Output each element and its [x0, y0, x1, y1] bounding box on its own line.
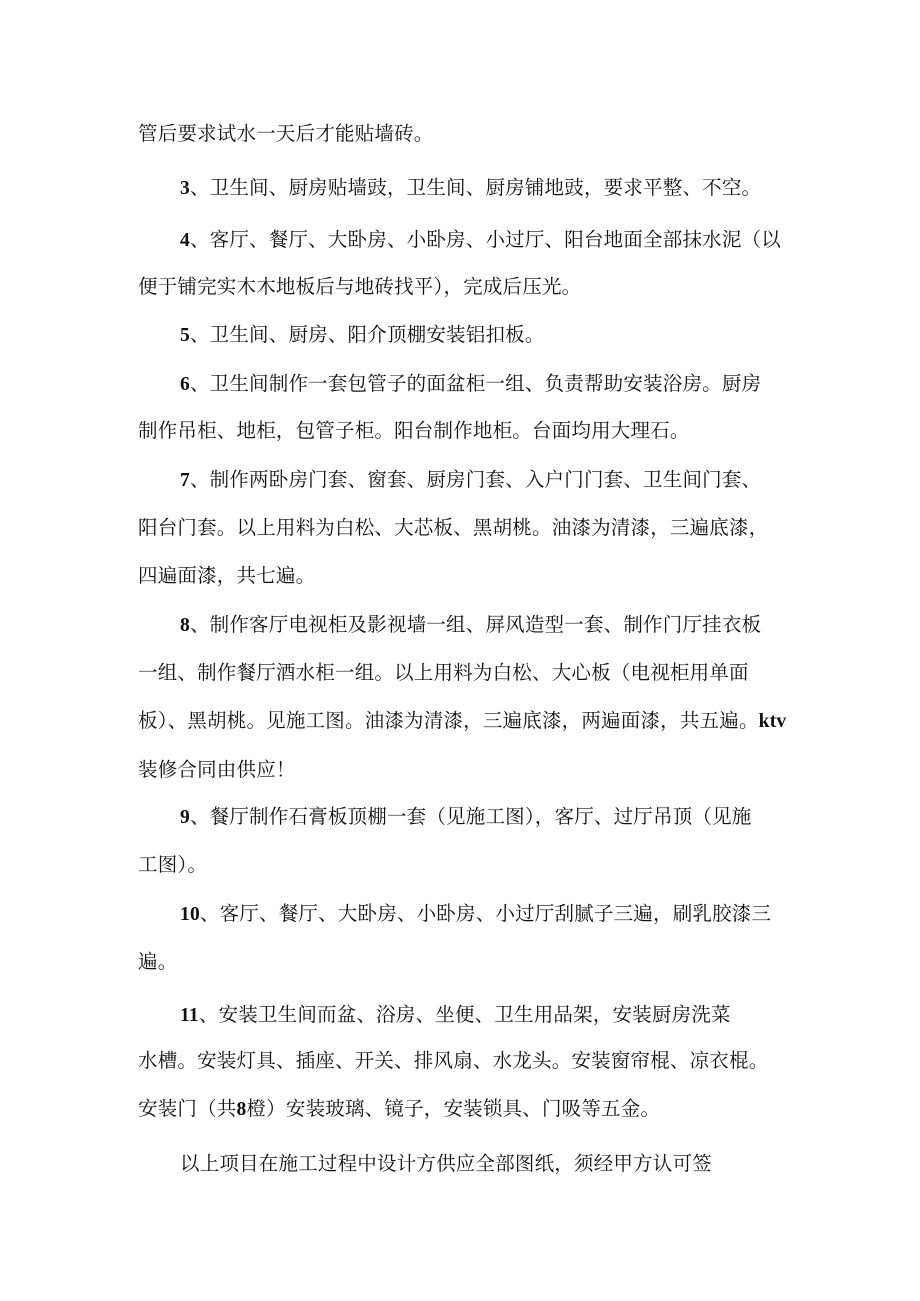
bold-inline-number: 8 — [236, 1099, 247, 1120]
item-number: 6 — [180, 374, 190, 395]
item-8-line-3 — [138, 709, 786, 734]
item-8-line-4 — [138, 758, 296, 782]
item-number: 9 — [180, 807, 190, 828]
item-number: 4 — [180, 230, 190, 251]
item-10-line-1 — [180, 902, 771, 927]
item-number: 8 — [180, 615, 190, 636]
item-8-line-1 — [180, 613, 761, 638]
item-11-line-3 — [138, 1097, 660, 1122]
item-10-line-2 — [138, 950, 177, 974]
item-11-line-1 — [180, 1003, 731, 1028]
paragraph-text: 遍。 — [138, 950, 178, 973]
paragraph-text: 、安装卫生间而盆、浴房、坐便、卫生用品架，安装厨房洗菜 — [198, 1003, 731, 1026]
item-11-line-2 — [138, 1049, 768, 1073]
item-number: 10 — [180, 904, 200, 925]
paragraph-text: 、制作客厅电视柜及影视墙一组、屏风造型一套、制作门厅挂衣板 — [189, 613, 762, 636]
item-7-line-2 — [138, 516, 768, 540]
paragraph-text: 、卫生间、厨房、阳介顶棚安装铝扣板。 — [189, 323, 545, 346]
paragraph-text: 阳台门套。以上用料为白松、大芯板、黑胡桃。油漆为清漆，三遍底漆， — [138, 516, 769, 539]
paragraph-text: 管后要求试水一天后才能贴墙砖。 — [138, 122, 434, 145]
item-6-line-2 — [138, 419, 690, 443]
item-5-line-1 — [180, 323, 545, 348]
item-number: 11 — [180, 1005, 199, 1026]
paragraph-text: 装修合同由供应！ — [138, 758, 296, 781]
paragraph-text: 四遍面漆，共七遍。 — [138, 564, 316, 587]
paragraph-text: 、卫生间制作一套包管子的面盆柜一组、负责帮助安装浴房。厨房 — [189, 372, 762, 395]
item-9-line-1 — [180, 805, 752, 830]
paragraph-text: 以上项目在施工过程中设计方供应全部图纸，须经甲方认可签 — [180, 1152, 712, 1175]
closing-line — [180, 1152, 712, 1176]
item-4-line-2 — [138, 275, 581, 299]
paragraph-text: 便于铺完实木木地板后与地砖找平），完成后压光。 — [138, 275, 582, 298]
paragraph-text: 橙）安装玻璃、镜子，安装锁具、门吸等五金。 — [246, 1097, 661, 1120]
item-7-line-3 — [138, 564, 315, 588]
paragraph-text: 制作吊柜、地柜，包管子柜。阳台制作地柜。台面均用大理石。 — [138, 419, 690, 442]
item-6-line-1 — [180, 372, 761, 397]
paragraph-text: 一组、制作餐厅酒水柜一组。以上用料为白松、大心板（电视柜用单面 — [138, 661, 749, 684]
text-line — [138, 122, 434, 146]
bold-inline-text: ktv — [758, 711, 787, 732]
item-7-line-1 — [180, 468, 761, 493]
item-number: 5 — [180, 325, 190, 346]
paragraph-text: 、客厅、餐厅、大卧房、小卧房、小过厅、阳台地面全部抹水泥（以 — [189, 228, 781, 251]
paragraph-text: 板）、黑胡桃。见施工图。油漆为清漆，三遍底漆，两遍面漆，共五遍。 — [138, 709, 759, 732]
item-number: 7 — [180, 470, 190, 491]
paragraph-text: 水槽。安装灯具、插座、开关、排风扇、水龙头。安装窗帘棍、凉衣棍。 — [138, 1049, 769, 1072]
paragraph-text: 、客厅、餐厅、大卧房、小卧房、小过厅刮腻子三遍，刷乳胶漆三 — [199, 902, 772, 925]
item-4-line-1 — [180, 228, 781, 253]
paragraph-text: 工图）。 — [138, 853, 208, 876]
paragraph-text: 、制作两卧房门套、窗套、厨房门套、入户门门套、卫生间门套、 — [189, 468, 762, 491]
item-3-line-1 — [180, 176, 761, 201]
paragraph-text: 安装门（共 — [138, 1097, 237, 1120]
paragraph-text: 、卫生间、厨房贴墙豉，卫生间、厨房铺地豉，要求平整、不空。 — [189, 176, 762, 199]
item-8-line-2 — [138, 661, 749, 685]
paragraph-text: 、餐厅制作石膏板顶棚一套（见施工图），客厅、过厅吊顶（见施 — [189, 805, 752, 828]
item-9-line-2 — [138, 853, 207, 877]
item-number: 3 — [180, 178, 190, 199]
